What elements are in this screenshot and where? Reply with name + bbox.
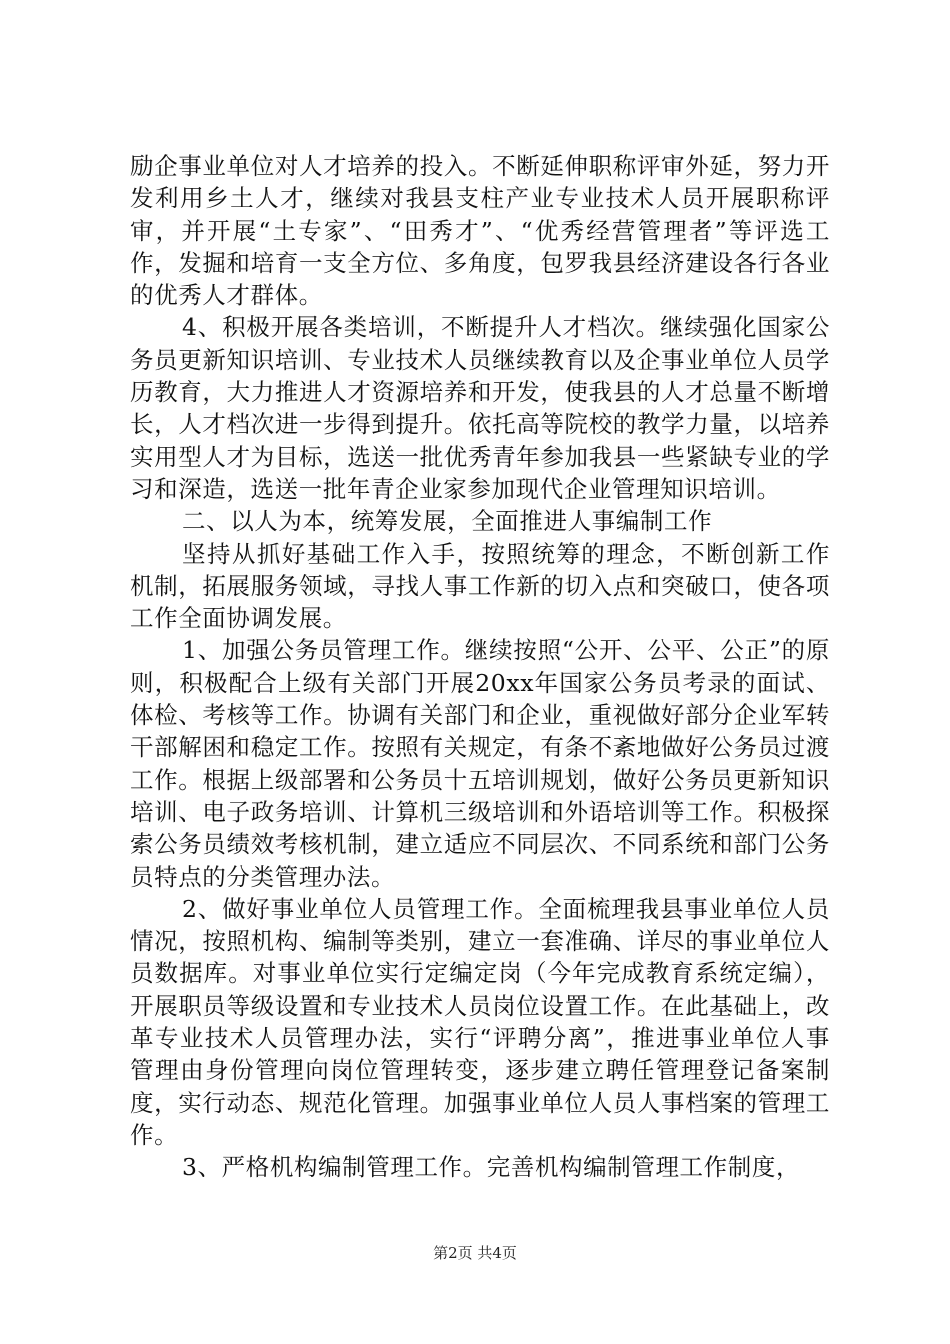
paragraph: 励企事业单位对人才培养的投入。不断延伸职称评审外延，努力开发利用乡土人才，继续对我县支柱产业专业技术人员开展职称评审，并开展“土专家”、“田秀才”、“优秀经营管理者”等评选工作，发掘和培育一支全方位、多角度，包罗我县经济建设各行各业的优秀人才群体。 [130, 152, 830, 310]
paragraph: 2、做好事业单位人员管理工作。全面梳理我县事业单位人员情况，按照机构、编制等类别，建立一套准确、详尽的事业单位人员数据库。对事业单位实行定编定岗（今年完成教育系统定编），开展职员等级设置和专业技术人员岗位设置工作。在此基础上，改革专业技术人员管理办法，实行“评聘分离”，推进事业单位人事管理由身份管理向岗位管理转变，逐步建立聘任管理登记备案制度，实行动态、规范化管理。加强事业单位人员人事档案的管理工作。 [130, 894, 830, 1149]
page-number-footer: 第2页 共4页 [433, 1244, 517, 1262]
paragraph: 4、积极开展各类培训，不断提升人才档次。继续强化国家公务员更新知识培训、专业技术人员继续教育以及企事业单位人员学历教育，大力推进人才资源培养和开发，使我县的人才总量不断增长，人才档次进一步得到提升。依托高等院校的教学力量，以培养实用型人才为目标，选送一批优秀青年参加我县一些紧缺专业的学习和深造，选送一批年青企业家参加现代企业管理知识培训。 [130, 313, 830, 503]
document-body [130, 150, 830, 1184]
paragraph: 1、加强公务员管理工作。继续按照“公开、公平、公正”的原则，积极配合上级有关部门开展20xx年国家公务员考录的面试、体检、考核等工作。协调有关部门和企业，重视做好部分企业军转干部解困和稳定工作。按照有关规定，有条不紊地做好公务员过渡工作。根据上级部署和公务员十五培训规划，做好公务员更新知识培训、电子政务培训、计算机三级培训和外语培训等工作。积极探索公务员绩效考核机制，建立适应不同层次、不同系统和部门公务员特点的分类管理办法。 [130, 636, 830, 891]
section-heading: 二、以人为本，统筹发展，全面推进人事编制工作 [182, 507, 713, 536]
paragraph: 3、严格机构编制管理工作。完善机构编制管理工作制度， [182, 1153, 801, 1182]
paragraph: 坚持从抓好基础工作入手，按照统筹的理念，不断创新工作机制，拓展服务领域，寻找人事工作新的切入点和突破口，使各项工作全面协调发展。 [130, 539, 830, 633]
